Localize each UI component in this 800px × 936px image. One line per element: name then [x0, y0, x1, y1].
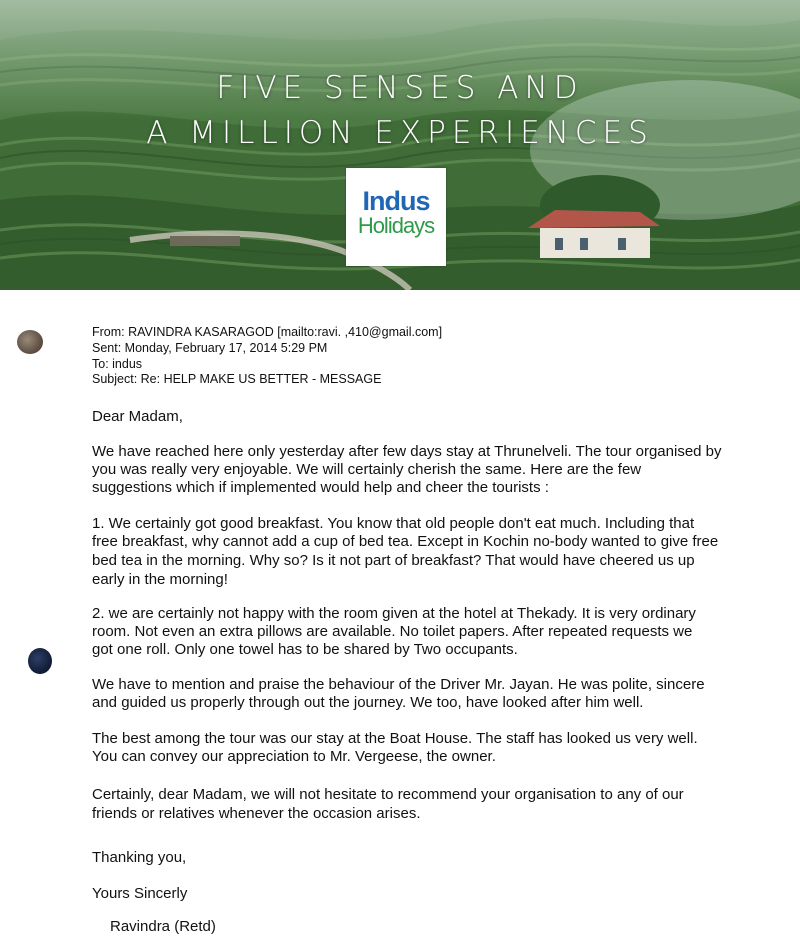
salutation: Dear Madam, [92, 408, 183, 425]
paragraph-line: Certainly, dear Madam, we will not hesitate to recommend your organisation to any of our [92, 786, 684, 803]
email-sent: Sent: Monday, February 17, 2014 5:29 PM [92, 341, 328, 355]
email-to: To: indus [92, 357, 143, 371]
banner-image [0, 0, 800, 290]
paragraph-line: and guided us properly through out the journey. We too, have looked after him well. [92, 694, 644, 711]
paragraph-line: early in the morning! [92, 571, 228, 588]
email-subject: Subject: Re: HELP MAKE US BETTER - MESSAGE [92, 372, 382, 386]
paragraph-line: You can convey our appreciation to Mr. Vergeese, the owner. [92, 748, 496, 765]
paragraph-line: got one roll. Only one towel has to be shared by Two occupants. [92, 641, 518, 658]
paragraph-line: suggestions which if implemented would help and cheer the tourists : [92, 479, 549, 496]
paragraph-line: 1. We certainly got good breakfast. You know that old people don't eat much. Including that [92, 515, 695, 532]
paragraph-line: friends or relatives whenever the occasion arises. [92, 805, 421, 822]
paragraph-line: room. Not even an extra pillows are available. No toilet papers. After repeated requests we [92, 623, 693, 640]
indus-holidays-logo [346, 168, 446, 266]
banner-headline-line2: A MILLION EXPERIENCES [146, 115, 654, 151]
paragraph-line: bed tea in the morning. Why so? Is it not part of breakfast? That would have cheered us up [92, 552, 695, 569]
paragraph-line: free breakfast, why cannot add a cup of bed tea. Except in Kochin no-body wanted to give free [92, 533, 719, 550]
paragraph-line: The best among the tour was our stay at the Boat House. The staff has looked us very well. [92, 730, 698, 747]
punch-hole-bottom [28, 648, 52, 674]
closing-thanking: Thanking you, [92, 849, 187, 866]
logo-word-indus: Indus [362, 186, 430, 216]
banner-headline-line1: FIVE SENSES AND [216, 70, 584, 106]
punch-hole-top [17, 330, 43, 354]
paragraph-line: We have reached here only yesterday after few days stay at Thrunelveli. The tour organised by [92, 443, 722, 460]
logo-word-holidays: Holidays [357, 213, 435, 238]
closing-sincerely: Yours Sincerly [92, 885, 188, 902]
email-from: From: RAVINDRA KASARAGOD [mailto:ravi. ,410@gmail.com] [92, 325, 443, 339]
paragraph-line: you was really very enjoyable. We will certainly cherish the same. Here are the few [92, 461, 642, 478]
paragraph-line: We have to mention and praise the behaviour of the Driver Mr. Jayan. He was polite, sincere [92, 676, 705, 693]
paragraph-line: 2. we are certainly not happy with the room given at the hotel at Thekady. It is very ordinary [92, 605, 696, 622]
signature-partial: Ravindra (Retd) [110, 918, 216, 935]
